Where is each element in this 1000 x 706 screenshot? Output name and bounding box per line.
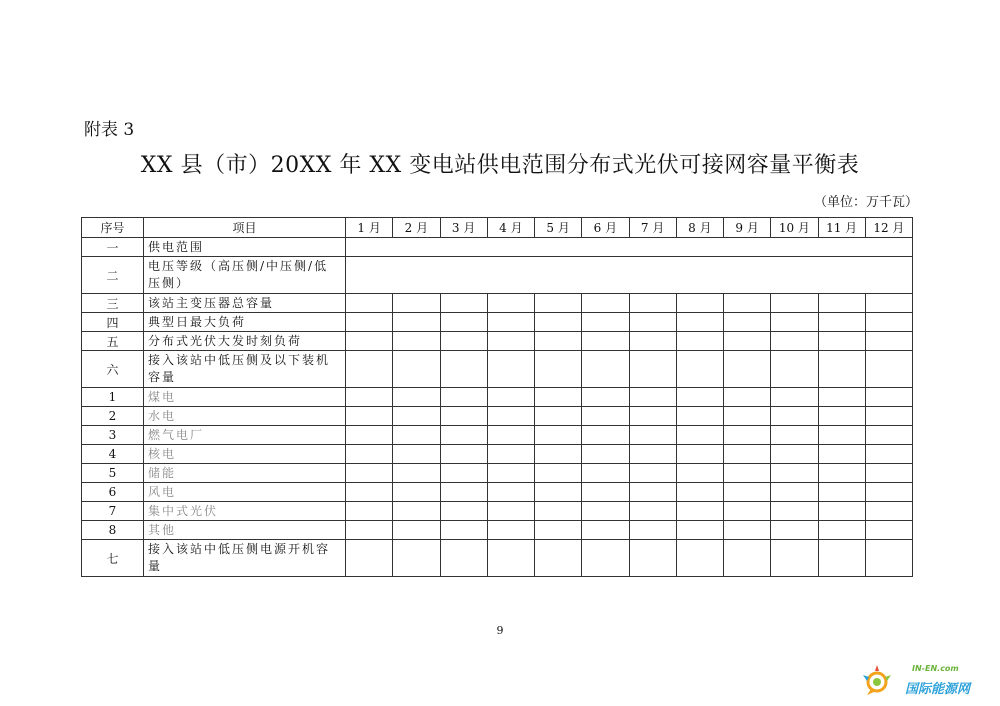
month-value-cell[interactable] bbox=[582, 332, 629, 351]
month-value-cell[interactable] bbox=[771, 313, 818, 332]
header-month: 8 月 bbox=[676, 218, 723, 238]
table-row bbox=[82, 332, 913, 351]
header-month: 3 月 bbox=[440, 218, 487, 238]
month-value-cell[interactable] bbox=[865, 426, 912, 445]
month-value-cell[interactable] bbox=[535, 483, 582, 502]
month-value-cell[interactable] bbox=[393, 426, 440, 445]
month-value-cell[interactable] bbox=[393, 332, 440, 351]
month-value-cell[interactable] bbox=[771, 388, 818, 407]
month-value-cell[interactable] bbox=[676, 540, 723, 577]
month-value-cell[interactable] bbox=[487, 388, 534, 407]
month-value-cell[interactable] bbox=[535, 521, 582, 540]
month-value-cell[interactable] bbox=[393, 445, 440, 464]
month-value-cell[interactable] bbox=[535, 407, 582, 426]
row-seq: 七 bbox=[82, 540, 144, 577]
row-seq: 3 bbox=[82, 426, 144, 445]
month-value-cell[interactable] bbox=[818, 445, 865, 464]
month-value-cell[interactable] bbox=[535, 313, 582, 332]
month-value-cell[interactable] bbox=[582, 351, 629, 388]
month-value-cell[interactable] bbox=[771, 502, 818, 521]
row-item: 水电 bbox=[144, 407, 346, 426]
month-value-cell[interactable] bbox=[676, 313, 723, 332]
month-value-cell[interactable] bbox=[818, 351, 865, 388]
month-value-cell[interactable] bbox=[724, 407, 771, 426]
month-value-cell[interactable] bbox=[629, 502, 676, 521]
month-value-cell[interactable] bbox=[582, 426, 629, 445]
month-value-cell[interactable] bbox=[535, 351, 582, 388]
month-value-cell[interactable] bbox=[582, 464, 629, 483]
row-item: 电压等级（高压侧/中压侧/低压侧） bbox=[144, 257, 346, 294]
month-value-cell[interactable] bbox=[346, 521, 393, 540]
month-value-cell[interactable] bbox=[724, 426, 771, 445]
month-value-cell[interactable] bbox=[487, 502, 534, 521]
month-value-cell[interactable] bbox=[724, 521, 771, 540]
header-month: 10 月 bbox=[771, 218, 818, 238]
row-seq: 4 bbox=[82, 445, 144, 464]
row-item: 分布式光伏大发时刻负荷 bbox=[144, 332, 346, 351]
month-value-cell[interactable] bbox=[582, 521, 629, 540]
month-value-cell[interactable] bbox=[865, 388, 912, 407]
month-value-cell[interactable] bbox=[487, 351, 534, 388]
table-row bbox=[82, 388, 913, 407]
month-value-cell[interactable] bbox=[771, 407, 818, 426]
header-month: 12 月 bbox=[865, 218, 912, 238]
month-value-cell[interactable] bbox=[393, 521, 440, 540]
month-value-cell[interactable] bbox=[724, 332, 771, 351]
month-value-cell[interactable] bbox=[346, 502, 393, 521]
row-item: 供电范围 bbox=[144, 238, 346, 257]
sun-flower-icon bbox=[863, 665, 891, 695]
month-value-cell[interactable] bbox=[676, 464, 723, 483]
page-title: XX 县（市）20XX 年 XX 变电站供电范围分布式光伏可接网容量平衡表 bbox=[140, 153, 860, 178]
header-month: 4 月 bbox=[487, 218, 534, 238]
row-item: 风电 bbox=[144, 483, 346, 502]
month-value-cell[interactable] bbox=[676, 426, 723, 445]
month-value-cell[interactable] bbox=[771, 464, 818, 483]
header-month: 9 月 bbox=[724, 218, 771, 238]
month-value-cell[interactable] bbox=[393, 407, 440, 426]
month-value-cell[interactable] bbox=[865, 332, 912, 351]
month-value-cell[interactable] bbox=[865, 313, 912, 332]
month-value-cell[interactable] bbox=[487, 426, 534, 445]
header-item: 项目 bbox=[144, 218, 346, 238]
month-value-cell[interactable] bbox=[818, 294, 865, 313]
month-value-cell[interactable] bbox=[582, 502, 629, 521]
table-row bbox=[82, 483, 913, 502]
watermark-domain: IN-EN.com bbox=[912, 664, 959, 673]
month-value-cell[interactable] bbox=[818, 540, 865, 577]
month-value-cell[interactable] bbox=[582, 388, 629, 407]
table-row bbox=[82, 426, 913, 445]
month-value-cell[interactable] bbox=[487, 313, 534, 332]
month-value-cell[interactable] bbox=[582, 445, 629, 464]
merged-value-cell[interactable] bbox=[346, 257, 913, 294]
month-value-cell[interactable] bbox=[393, 464, 440, 483]
month-value-cell[interactable] bbox=[629, 521, 676, 540]
month-value-cell[interactable] bbox=[487, 445, 534, 464]
month-value-cell[interactable] bbox=[818, 332, 865, 351]
month-value-cell[interactable] bbox=[865, 483, 912, 502]
month-value-cell[interactable] bbox=[629, 313, 676, 332]
month-value-cell[interactable] bbox=[629, 388, 676, 407]
header-month: 7 月 bbox=[629, 218, 676, 238]
month-value-cell[interactable] bbox=[440, 464, 487, 483]
month-value-cell[interactable] bbox=[582, 294, 629, 313]
month-value-cell[interactable] bbox=[724, 464, 771, 483]
month-value-cell[interactable] bbox=[771, 521, 818, 540]
month-value-cell[interactable] bbox=[346, 483, 393, 502]
month-value-cell[interactable] bbox=[771, 294, 818, 313]
month-value-cell[interactable] bbox=[346, 313, 393, 332]
month-value-cell[interactable] bbox=[629, 294, 676, 313]
header-month: 1 月 bbox=[346, 218, 393, 238]
table-row bbox=[82, 313, 913, 332]
month-value-cell[interactable] bbox=[724, 351, 771, 388]
month-value-cell[interactable] bbox=[393, 313, 440, 332]
month-value-cell[interactable] bbox=[676, 521, 723, 540]
table-row bbox=[82, 407, 913, 426]
row-item: 储能 bbox=[144, 464, 346, 483]
month-value-cell[interactable] bbox=[724, 483, 771, 502]
month-value-cell[interactable] bbox=[865, 294, 912, 313]
month-value-cell[interactable] bbox=[818, 483, 865, 502]
month-value-cell[interactable] bbox=[393, 388, 440, 407]
month-value-cell[interactable] bbox=[346, 426, 393, 445]
month-value-cell[interactable] bbox=[440, 483, 487, 502]
month-value-cell[interactable] bbox=[629, 540, 676, 577]
month-value-cell[interactable] bbox=[771, 445, 818, 464]
row-seq: 6 bbox=[82, 483, 144, 502]
row-item: 该站主变压器总容量 bbox=[144, 294, 346, 313]
unit-label: （单位：万千瓦） bbox=[813, 195, 918, 210]
month-value-cell[interactable] bbox=[393, 540, 440, 577]
month-value-cell[interactable] bbox=[818, 313, 865, 332]
month-value-cell[interactable] bbox=[346, 332, 393, 351]
month-value-cell[interactable] bbox=[724, 502, 771, 521]
month-value-cell[interactable] bbox=[818, 407, 865, 426]
balance-table bbox=[81, 217, 913, 577]
month-value-cell[interactable] bbox=[535, 388, 582, 407]
month-value-cell[interactable] bbox=[629, 351, 676, 388]
month-value-cell[interactable] bbox=[724, 294, 771, 313]
month-value-cell[interactable] bbox=[676, 445, 723, 464]
month-value-cell[interactable] bbox=[440, 388, 487, 407]
table-row bbox=[82, 521, 913, 540]
month-value-cell[interactable] bbox=[440, 521, 487, 540]
row-item: 燃气电厂 bbox=[144, 426, 346, 445]
month-value-cell[interactable] bbox=[393, 483, 440, 502]
month-value-cell[interactable] bbox=[440, 407, 487, 426]
month-value-cell[interactable] bbox=[440, 445, 487, 464]
month-value-cell[interactable] bbox=[487, 407, 534, 426]
month-value-cell[interactable] bbox=[487, 483, 534, 502]
month-value-cell[interactable] bbox=[865, 407, 912, 426]
month-value-cell[interactable] bbox=[724, 445, 771, 464]
month-value-cell[interactable] bbox=[818, 502, 865, 521]
row-item: 接入该站中低压侧电源开机容量 bbox=[144, 540, 346, 577]
merged-value-cell[interactable] bbox=[346, 238, 913, 257]
table-row bbox=[82, 351, 913, 388]
month-value-cell[interactable] bbox=[629, 483, 676, 502]
month-value-cell[interactable] bbox=[487, 540, 534, 577]
month-value-cell[interactable] bbox=[440, 313, 487, 332]
month-value-cell[interactable] bbox=[771, 483, 818, 502]
month-value-cell[interactable] bbox=[724, 313, 771, 332]
month-value-cell[interactable] bbox=[629, 464, 676, 483]
month-value-cell[interactable] bbox=[346, 294, 393, 313]
table-body bbox=[82, 238, 913, 577]
row-seq: 二 bbox=[82, 257, 144, 294]
table-row bbox=[82, 445, 913, 464]
month-value-cell[interactable] bbox=[724, 388, 771, 407]
row-seq: 三 bbox=[82, 294, 144, 313]
row-item: 集中式光伏 bbox=[144, 502, 346, 521]
month-value-cell[interactable] bbox=[487, 464, 534, 483]
month-value-cell[interactable] bbox=[582, 313, 629, 332]
month-value-cell[interactable] bbox=[487, 294, 534, 313]
row-item: 煤电 bbox=[144, 388, 346, 407]
row-item: 其他 bbox=[144, 521, 346, 540]
row-seq: 四 bbox=[82, 313, 144, 332]
month-value-cell[interactable] bbox=[535, 426, 582, 445]
table-header-row bbox=[82, 218, 913, 238]
month-value-cell[interactable] bbox=[818, 521, 865, 540]
table-row bbox=[82, 464, 913, 483]
month-value-cell[interactable] bbox=[393, 294, 440, 313]
row-seq: 7 bbox=[82, 502, 144, 521]
month-value-cell[interactable] bbox=[346, 540, 393, 577]
page-number: 9 bbox=[496, 624, 504, 637]
month-value-cell[interactable] bbox=[440, 502, 487, 521]
month-value-cell[interactable] bbox=[440, 426, 487, 445]
header-month: 11 月 bbox=[818, 218, 865, 238]
month-value-cell[interactable] bbox=[440, 540, 487, 577]
month-value-cell[interactable] bbox=[818, 464, 865, 483]
month-value-cell[interactable] bbox=[676, 332, 723, 351]
header-month: 2 月 bbox=[393, 218, 440, 238]
row-item: 接入该站中低压侧及以下装机容量 bbox=[144, 351, 346, 388]
month-value-cell[interactable] bbox=[629, 332, 676, 351]
month-value-cell[interactable] bbox=[771, 426, 818, 445]
watermark-text: 国际能源网 bbox=[905, 682, 971, 697]
header-seq: 序号 bbox=[82, 218, 144, 238]
month-value-cell[interactable] bbox=[487, 521, 534, 540]
month-value-cell[interactable] bbox=[535, 502, 582, 521]
month-value-cell[interactable] bbox=[865, 351, 912, 388]
row-seq: 六 bbox=[82, 351, 144, 388]
month-value-cell[interactable] bbox=[346, 407, 393, 426]
month-value-cell[interactable] bbox=[818, 426, 865, 445]
month-value-cell[interactable] bbox=[535, 332, 582, 351]
month-value-cell[interactable] bbox=[676, 502, 723, 521]
row-seq: 5 bbox=[82, 464, 144, 483]
month-value-cell[interactable] bbox=[865, 502, 912, 521]
month-value-cell[interactable] bbox=[865, 445, 912, 464]
month-value-cell[interactable] bbox=[487, 332, 534, 351]
row-item: 典型日最大负荷 bbox=[144, 313, 346, 332]
month-value-cell[interactable] bbox=[582, 540, 629, 577]
table-row bbox=[82, 257, 913, 294]
month-value-cell[interactable] bbox=[346, 445, 393, 464]
month-value-cell[interactable] bbox=[865, 521, 912, 540]
month-value-cell[interactable] bbox=[535, 464, 582, 483]
header-month: 6 月 bbox=[582, 218, 629, 238]
row-seq: 一 bbox=[82, 238, 144, 257]
month-value-cell[interactable] bbox=[676, 407, 723, 426]
month-value-cell[interactable] bbox=[440, 351, 487, 388]
month-value-cell[interactable] bbox=[676, 351, 723, 388]
month-value-cell[interactable] bbox=[535, 445, 582, 464]
table-row bbox=[82, 540, 913, 577]
month-value-cell[interactable] bbox=[771, 332, 818, 351]
month-value-cell[interactable] bbox=[629, 407, 676, 426]
month-value-cell[interactable] bbox=[724, 540, 771, 577]
row-seq: 1 bbox=[82, 388, 144, 407]
month-value-cell[interactable] bbox=[676, 483, 723, 502]
month-value-cell[interactable] bbox=[346, 351, 393, 388]
month-value-cell[interactable] bbox=[393, 351, 440, 388]
month-value-cell[interactable] bbox=[582, 407, 629, 426]
month-value-cell[interactable] bbox=[676, 294, 723, 313]
month-value-cell[interactable] bbox=[440, 294, 487, 313]
month-value-cell[interactable] bbox=[676, 388, 723, 407]
row-item: 核电 bbox=[144, 445, 346, 464]
month-value-cell[interactable] bbox=[346, 388, 393, 407]
month-value-cell[interactable] bbox=[818, 388, 865, 407]
row-seq: 五 bbox=[82, 332, 144, 351]
month-value-cell[interactable] bbox=[629, 426, 676, 445]
table-row bbox=[82, 502, 913, 521]
month-value-cell[interactable] bbox=[535, 294, 582, 313]
month-value-cell[interactable] bbox=[440, 332, 487, 351]
month-value-cell[interactable] bbox=[346, 464, 393, 483]
month-value-cell[interactable] bbox=[865, 540, 912, 577]
appendix-label: 附表 3 bbox=[84, 120, 135, 140]
month-value-cell[interactable] bbox=[771, 540, 818, 577]
header-month: 5 月 bbox=[535, 218, 582, 238]
table-row bbox=[82, 238, 913, 257]
month-value-cell[interactable] bbox=[629, 445, 676, 464]
month-value-cell[interactable] bbox=[582, 483, 629, 502]
month-value-cell[interactable] bbox=[535, 540, 582, 577]
month-value-cell[interactable] bbox=[771, 351, 818, 388]
month-value-cell[interactable] bbox=[865, 464, 912, 483]
row-seq: 2 bbox=[82, 407, 144, 426]
table-row bbox=[82, 294, 913, 313]
month-value-cell[interactable] bbox=[393, 502, 440, 521]
row-seq: 8 bbox=[82, 521, 144, 540]
